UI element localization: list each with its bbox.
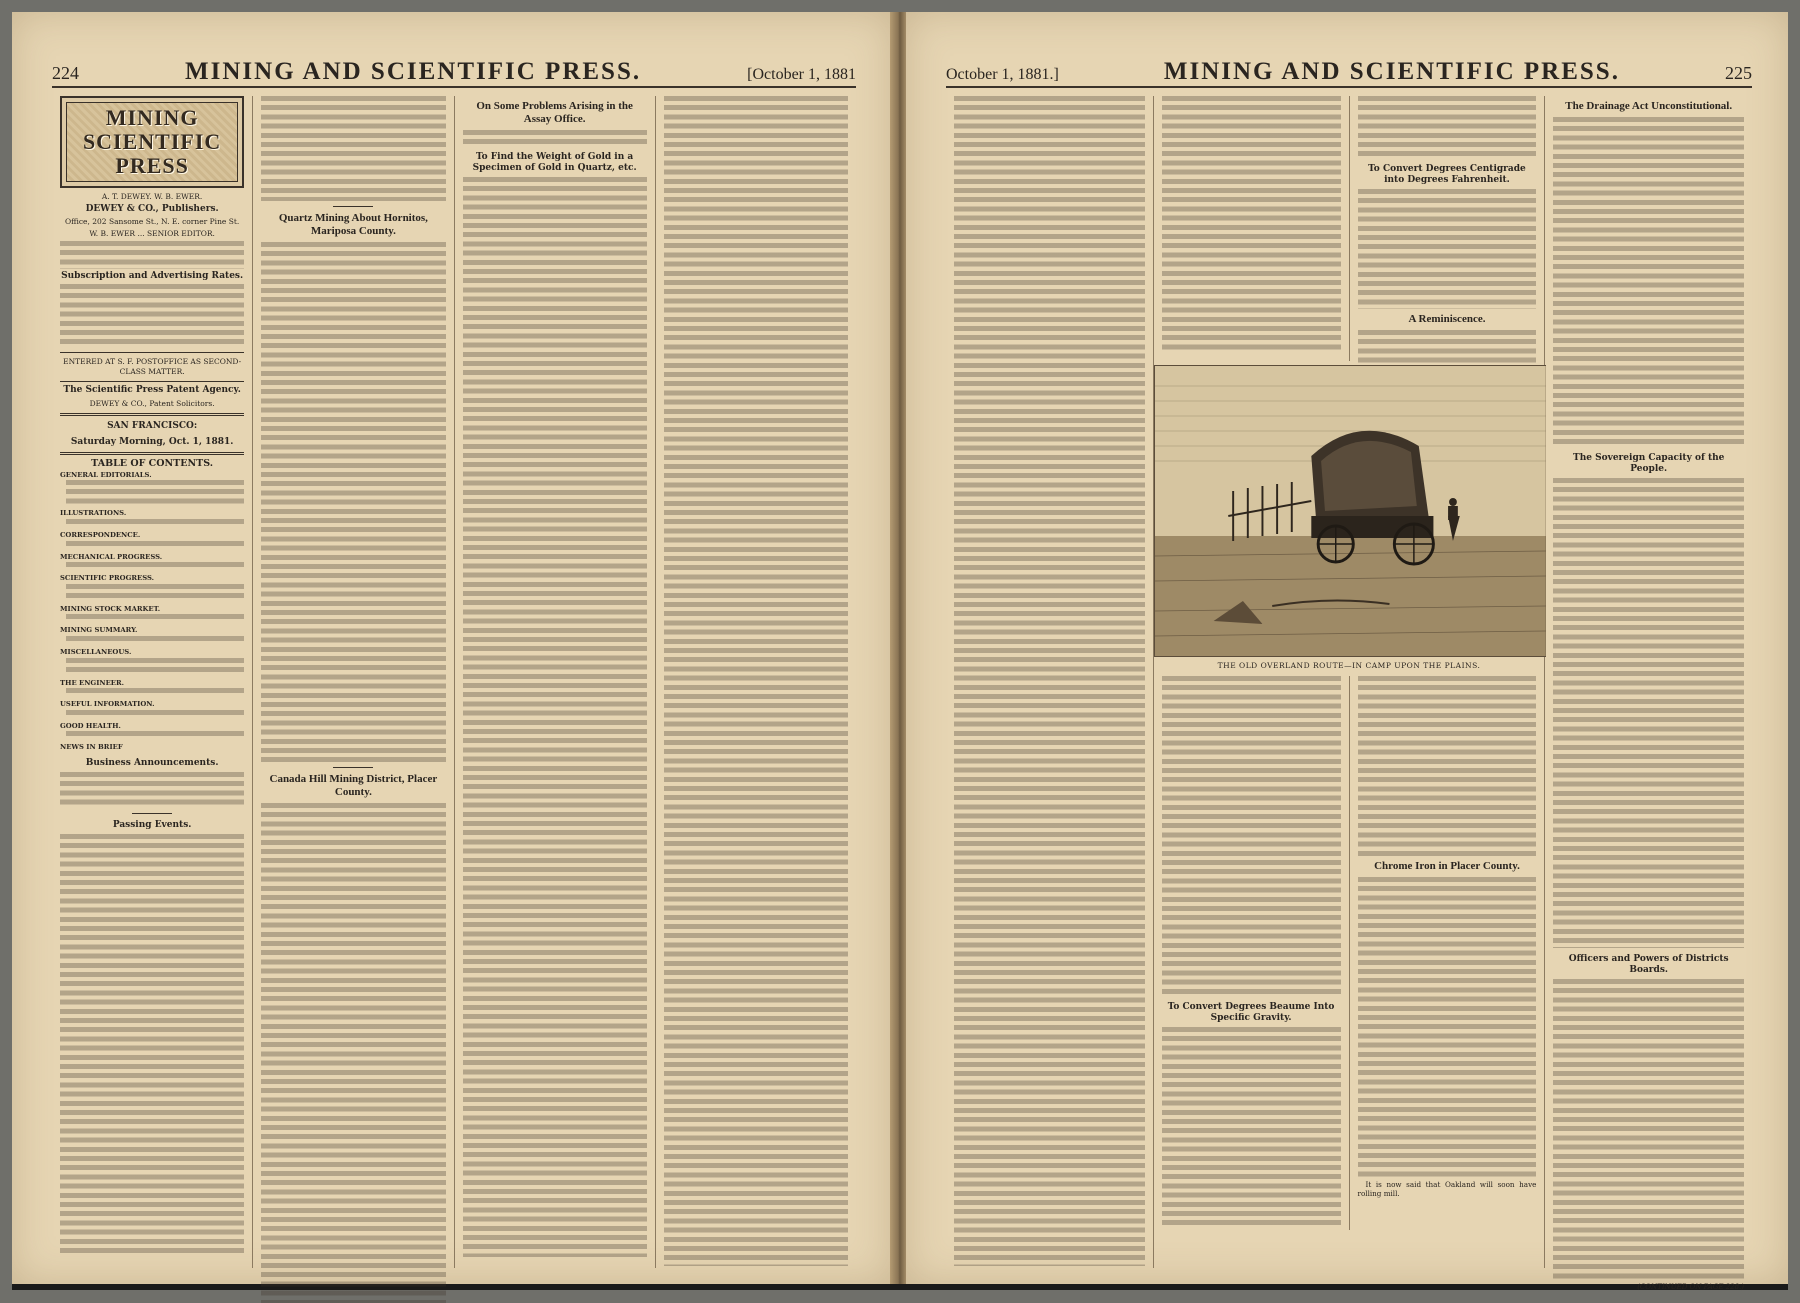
article-heading: A Reminiscence. — [1408, 313, 1486, 325]
left-page-number: 224 — [52, 63, 79, 83]
office-address: Office, 202 Sansome St., N. E. corner Pine St. — [64, 217, 240, 227]
toc-item: MINING SUMMARY. — [60, 626, 244, 645]
right-column-3-bottom — [1350, 676, 1545, 1230]
article-heading: To Convert Degrees Beaume Into Specific Gravity. — [1167, 1002, 1335, 1024]
right-page-date: October 1, 1881.] — [946, 66, 1059, 83]
right-column-1 — [946, 96, 1154, 1268]
patent-agency-sub: DEWEY & CO., Patent Solicitors. — [89, 398, 215, 408]
left-masthead-title: MINING AND SCIENTIFIC PRESS. — [185, 58, 642, 85]
text-block — [261, 242, 445, 762]
article-heading: The Drainage Act Unconstitutional. — [1565, 100, 1733, 112]
right-page — [906, 12, 1788, 1291]
text-block — [1162, 676, 1341, 996]
text-block — [261, 803, 445, 1303]
text-block — [954, 96, 1145, 1266]
left-column-2 — [253, 96, 454, 1268]
text-block — [463, 130, 647, 146]
text-block — [1358, 676, 1537, 856]
text-block — [1553, 478, 1744, 948]
business-announcements-title: Business Announcements. — [85, 757, 219, 768]
toc-item: MECHANICAL PROGRESS. — [60, 553, 244, 572]
left-running-head — [52, 58, 856, 88]
publisher-names: A. T. DEWEY. W. B. EWER. — [101, 192, 203, 201]
closing-line: It is now said that Oakland will soon have rolling mill. — [1357, 1180, 1537, 1199]
toc-item: MINING STOCK MARKET. — [60, 605, 244, 624]
text-block — [1553, 117, 1744, 447]
text-block — [60, 241, 244, 269]
text-block — [1358, 330, 1537, 370]
right-column-4 — [1545, 96, 1752, 1291]
text-block — [1358, 189, 1537, 309]
text-block — [1358, 877, 1537, 1177]
toc-item: SCIENTIFIC PROGRESS. — [60, 574, 244, 602]
left-page — [12, 12, 892, 1284]
publishers: DEWEY & CO., Publishers. — [85, 204, 219, 214]
right-column-2-top — [1154, 96, 1350, 361]
text-block — [60, 772, 244, 808]
article-subheading: The Sovereign Capacity of the People. — [1573, 453, 1725, 474]
article-subheading: To Find the Weight of Gold in a Specimen of Gold in Quartz, etc. — [472, 152, 637, 173]
toc-item: GOOD HEALTH. — [60, 722, 244, 741]
engraving-illustration — [1154, 365, 1547, 657]
toc-item: NEWS IN BRIEF — [60, 743, 123, 752]
toc-title: TABLE OF CONTENTS. — [91, 457, 214, 469]
article-heading: On Some Problems Arising in the Assay Office. — [476, 100, 633, 125]
article-heading: Canada Hill Mining District, Placer County. — [269, 773, 438, 798]
article-heading: Chrome Iron in Placer County. — [1374, 860, 1520, 873]
left-column-4 — [656, 96, 856, 1268]
toc-item: THE ENGINEER. — [60, 679, 244, 698]
right-column-3-top — [1350, 96, 1545, 361]
article-heading: Quartz Mining About Hornitos, Mariposa County. — [278, 212, 428, 237]
city-line: SAN FRANCISCO: — [107, 420, 198, 431]
right-middle-region — [1154, 96, 1546, 1268]
text-block — [60, 834, 244, 1254]
covered-wagon-illustration — [1155, 366, 1546, 656]
text-block — [1358, 96, 1537, 158]
patent-agency: The Scientific Press Patent Agency. — [63, 385, 241, 396]
illustration-caption: THE OLD OVERLAND ROUTE—IN CAMP UPON THE PLAINS. — [1217, 661, 1481, 670]
toc-item: ILLUSTRATIONS. — [60, 509, 244, 528]
right-column-2-bottom — [1154, 676, 1350, 1230]
subscription-title: Subscription and Advertising Rates. — [61, 271, 244, 282]
right-running-head — [946, 58, 1752, 88]
left-column-1 — [52, 96, 253, 1268]
left-column-3 — [455, 96, 656, 1268]
toc-item: USEFUL INFORMATION. — [60, 700, 244, 719]
article-subheading: Officers and Powers of Districts Boards. — [1568, 954, 1729, 975]
issue-date: Saturday Morning, Oct. 1, 1881. — [70, 436, 234, 447]
article-heading: To Convert Degrees Centigrade into Degrees Fahrenheit. — [1368, 164, 1526, 185]
text-block — [463, 177, 647, 1257]
right-masthead-title: MINING AND SCIENTIFIC PRESS. — [1163, 58, 1620, 85]
toc-item: MISCELLANEOUS. — [60, 648, 244, 676]
left-columns — [52, 96, 856, 1268]
text-block — [1553, 979, 1744, 1279]
masthead-box — [60, 96, 244, 188]
right-columns — [946, 96, 1752, 1291]
masthead-logo: MINING SCIENTIFIC PRESS — [66, 102, 238, 182]
text-block — [261, 96, 445, 201]
newspaper-spread — [12, 12, 1788, 1290]
toc-item: GENERAL EDITORIALS. — [60, 471, 244, 507]
right-page-number: 225 — [1725, 63, 1752, 83]
passing-events-title: Passing Events. — [112, 819, 192, 830]
left-page-date: [October 1, 1881 — [747, 66, 856, 83]
text-block — [60, 284, 244, 348]
entered-notice: ENTERED AT S. F. POSTOFFICE AS SECOND-CLASS MATTER. — [63, 357, 242, 377]
editor-line: W. B. EWER ... SENIOR EDITOR. — [89, 229, 215, 239]
toc-list — [60, 471, 244, 752]
toc-item: CORRESPONDENCE. — [60, 531, 244, 550]
continued-notice: (CONTINUED ON PAGE 228.) — [1637, 1283, 1745, 1291]
text-block — [1162, 96, 1341, 351]
text-block — [664, 96, 848, 1266]
text-block — [1162, 1027, 1341, 1227]
